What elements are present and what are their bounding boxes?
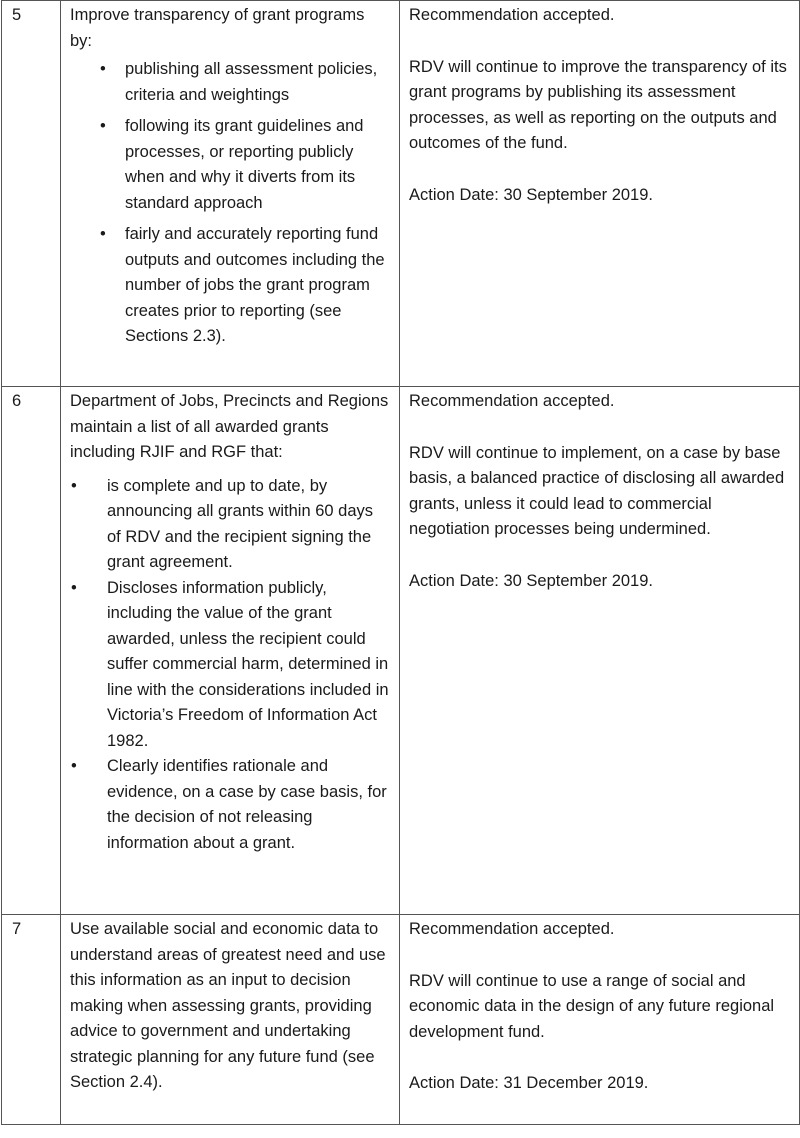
table-row: [2, 915, 800, 1125]
list-item: • Clearly identifies rationale and evidence, on a case by case basis, for the decision of not releasing information about a grant.: [70, 754, 390, 856]
row-number: 6: [12, 392, 22, 410]
response-cell: [400, 387, 800, 915]
action-date: Action Date: 30 September 2019.: [409, 571, 653, 590]
recommendation-cell: [61, 1, 400, 387]
recommendations-table: [1, 0, 800, 1125]
recommendation-list: [70, 57, 390, 350]
list-item: • is complete and up to date, by announcing all grants within 60 days of RDV and the recipient signing the grant agreement.: [70, 474, 390, 576]
list-item: • fairly and accurately reporting fund outputs and outcomes including the number of jobs the grant program creates prior to reporting (see Sections 2.3).: [70, 222, 390, 350]
recommendation-cell: [61, 915, 400, 1125]
row-number-cell: [2, 387, 61, 915]
recommendation-intro: Improve transparency of grant programs by:: [70, 6, 365, 50]
row-number: 5: [12, 6, 22, 24]
recommendation-list: [70, 474, 390, 857]
row-number-cell: [2, 1, 61, 387]
response-status: Recommendation accepted.: [409, 920, 615, 938]
row-number-cell: [2, 915, 61, 1125]
recommendation-intro: Use available social and economic data to understand areas of greatest need and use this information as an input to decision making when assessing grants, providing advice to government and undertaking strategic planning for any future fund (see Section 2.4).: [70, 920, 386, 1091]
row-number: 7: [12, 920, 22, 938]
recommendation-cell: [61, 387, 400, 915]
table-row: [2, 1, 800, 387]
list-item: • Discloses information publicly, including the value of the grant awarded, unless the recipient could suffer commercial harm, determined in line with the considerations included in Victoria’s Freedom of Information Act 1982.: [70, 576, 390, 755]
list-item: • publishing all assessment policies, criteria and weightings: [70, 57, 390, 108]
list-item: • following its grant guidelines and processes, or reporting publicly when and why it diverts from its standard approach: [70, 114, 390, 216]
response-cell: [400, 1, 800, 387]
response-status: Recommendation accepted.: [409, 392, 615, 410]
response-detail: RDV will continue to use a range of social and economic data in the design of any future regional development fund.: [409, 971, 775, 1041]
action-date: Action Date: 31 December 2019.: [409, 1074, 649, 1092]
response-cell: [400, 915, 800, 1125]
response-detail: RDV will continue to improve the transparency of its grant programs by publishing its assessment processes, as well as reporting on the outputs and outcomes of the fund.: [409, 57, 787, 152]
response-status: Recommendation accepted.: [409, 6, 615, 24]
action-date: Action Date: 30 September 2019.: [409, 185, 653, 204]
response-detail: RDV will continue to implement, on a case by base basis, a balanced practice of disclosing all awarded grants, unless it could lead to commercial negotiation processes being undermined.: [409, 443, 785, 538]
recommendation-intro: Department of Jobs, Precincts and Regions maintain a list of all awarded grants including RJIF and RGF that:: [70, 392, 389, 461]
table-row: [2, 387, 800, 915]
